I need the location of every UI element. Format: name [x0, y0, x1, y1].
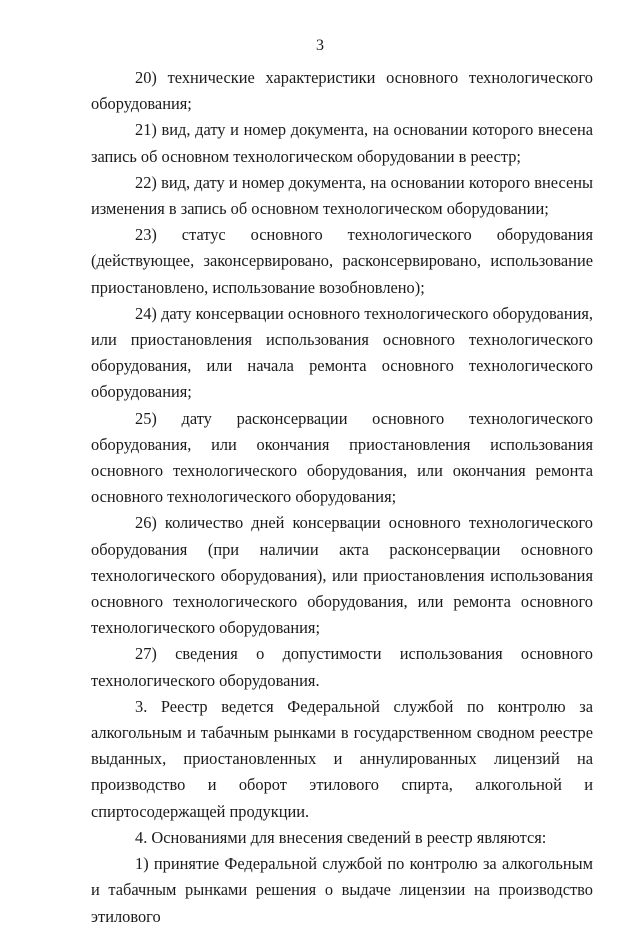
list-item-25: 25) дату расконсервации основного технологического оборудования, или окончания приостановления использования основного технологического оборудования, или окончания ремонта основного технологического оборудования; — [91, 408, 593, 507]
document-body — [91, 65, 593, 930]
clause-4-item-1: 1) принятие Федеральной службой по контролю за алкогольным и табачным рынками решения о выдаче лицензии на производство этилового — [91, 854, 593, 926]
list-item-20: 20) технические характеристики основного технологического оборудования; — [91, 68, 593, 114]
list-item-23: 23) статус основного технологического оборудования (действующее, законсервировано, расконсервировано, использование приостановлено, использование возобновлено); — [91, 225, 593, 297]
list-item-27: 27) сведения о допустимости использования основного технологического оборудования. — [91, 644, 593, 690]
clause-3: 3. Реестр ведется Федеральной службой по контролю за алкогольным и табачным рынками в государственном сводном реестре выданных, приостановленных и аннулированных лицензий на производство и оборот этилового спирта, алкогольной и спиртосодержащей продукции. — [91, 696, 593, 821]
list-item-26: 26) количество дней консервации основного технологического оборудования (при наличии акта расконсервации основного технологического оборудования), или приостановления использования основного технологического оборудования, или ремонта основного технологического оборудования; — [91, 513, 593, 638]
list-item-24: 24) дату консервации основного технологического оборудования, или приостановления использования основного технологического оборудования, или начала ремонта основного технологического оборудования; — [91, 303, 593, 402]
clause-4: 4. Основаниями для внесения сведений в реестр являются: — [135, 827, 547, 847]
list-item-21: 21) вид, дату и номер документа, на основании которого внесена запись об основном технологическом оборудовании в реестр; — [91, 120, 593, 166]
list-item-22: 22) вид, дату и номер документа, на основании которого внесены изменения в запись об основном технологическом оборудовании; — [91, 172, 593, 219]
page-number: 3 — [316, 37, 324, 54]
